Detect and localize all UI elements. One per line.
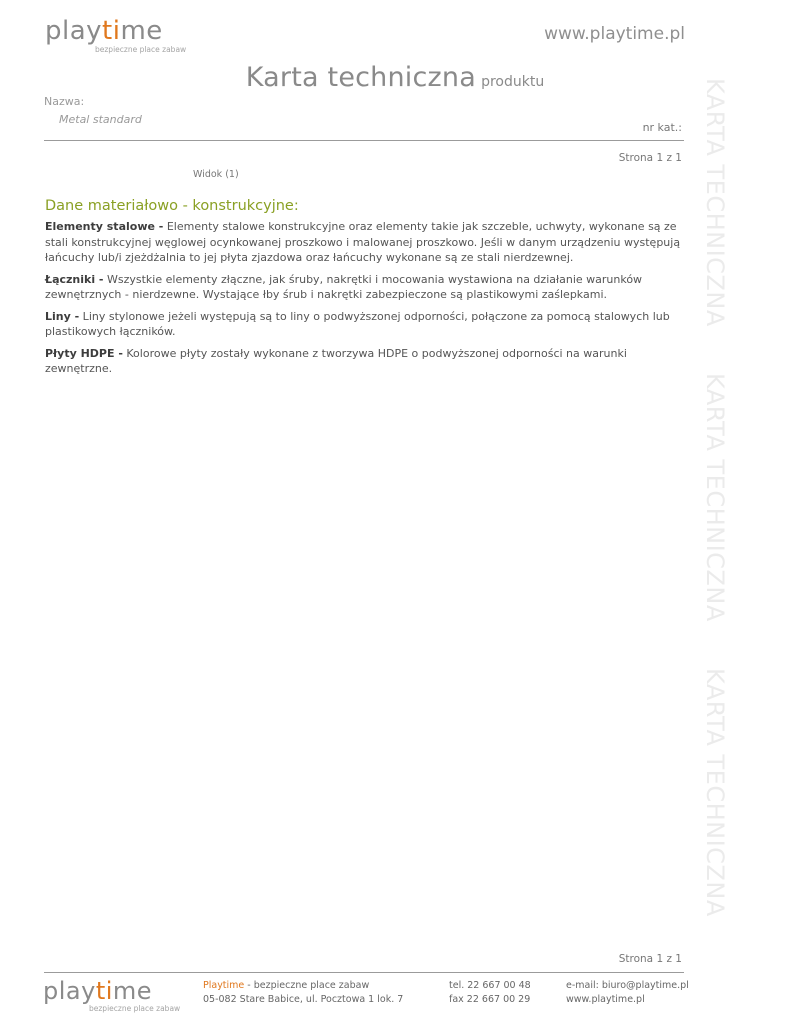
document-title xyxy=(0,62,790,93)
footer-tel: tel. 22 667 00 48 xyxy=(449,980,531,991)
footer-web[interactable]: www.playtime.pl xyxy=(566,994,645,1005)
footer-logo-wordmark: playtime xyxy=(43,977,153,1005)
catalog-number-label: nr kat.: xyxy=(642,121,682,134)
material-item-hdpe: Płyty HDPE - Kolorowe płyty zostały wykonane z tworzywa HDPE o podwyższonej odporności na warunki zewnętrzne. xyxy=(45,346,627,375)
footer-logo xyxy=(43,979,180,1013)
view-label: Widok (1) xyxy=(193,169,239,180)
footer-company-name: Playtime xyxy=(203,980,245,991)
footer-address: 05-082 Stare Babice, ul. Pocztowa 1 lok. 7 xyxy=(203,994,404,1005)
product-name-label: Nazwa: xyxy=(44,95,85,108)
footer-company: Playtime - bezpieczne place zabaw 05-082 Stare Babice, ul. Pocztowa 1 lok. 7 xyxy=(203,980,404,1005)
footer-contact xyxy=(566,979,689,1007)
footer-logo-tagline: bezpieczne place zabaw xyxy=(89,1004,181,1013)
title-main: Karta techniczna xyxy=(245,62,476,93)
product-name-value: Metal standard xyxy=(59,113,142,126)
logo-tagline: bezpieczne place zabaw xyxy=(95,45,187,54)
logo xyxy=(45,18,186,54)
section-heading: Dane materiałowo - konstrukcyjne: xyxy=(45,198,299,214)
title-sub: produktu xyxy=(481,74,545,90)
material-item-fasteners: Łączniki - Wszystkie elementy złączne, jak śruby, nakrętki i mocowania wystawiona na działanie warunków zewnętrznych - nierdzewne. Wystające łby śrub i nakrętki zabezpieczone są plastikowymi zaślepkami. xyxy=(45,272,643,301)
header-divider xyxy=(44,140,684,141)
watermark-text: KARTA TECHNICZNA xyxy=(701,372,729,622)
watermark xyxy=(701,78,729,955)
footer-fax: fax 22 667 00 29 xyxy=(449,994,531,1005)
website-url[interactable]: www.playtime.pl xyxy=(544,24,685,44)
page-indicator-top: Strona 1 z 1 xyxy=(618,152,682,164)
footer-phones xyxy=(449,979,531,1007)
footer-email[interactable]: e-mail: biuro@playtime.pl xyxy=(566,980,689,991)
footer-divider xyxy=(44,972,684,973)
page-indicator-bottom: Strona 1 z 1 xyxy=(618,953,682,965)
watermark-text: KARTA TECHNICZNA xyxy=(701,667,729,917)
material-item-ropes: Liny - Liny stylonowe jeżeli występują są to liny o podwyższonej odporności, połączone za pomocą stalowych lub plastikowych łączników. xyxy=(45,309,670,338)
material-data xyxy=(45,219,685,383)
logo-wordmark: playtime xyxy=(45,16,163,46)
watermark-text: KARTA TECHNICZNA xyxy=(701,78,729,327)
material-item-steel: Elementy stalowe - Elementy stalowe konstrukcyjne oraz elementy takie jak szczeble, uchwyty, wykonane są ze stali konstrukcyjnej węglowej ocynkowanej proszkowo i malowanej proszkowo. Jeśli w danym urządzeniu występują łańcuchy lub/i zjeżdżalnia to jej płyta zjazdowa oraz łańcuchy wykonane są ze stali nierdzewnej. xyxy=(45,220,681,264)
